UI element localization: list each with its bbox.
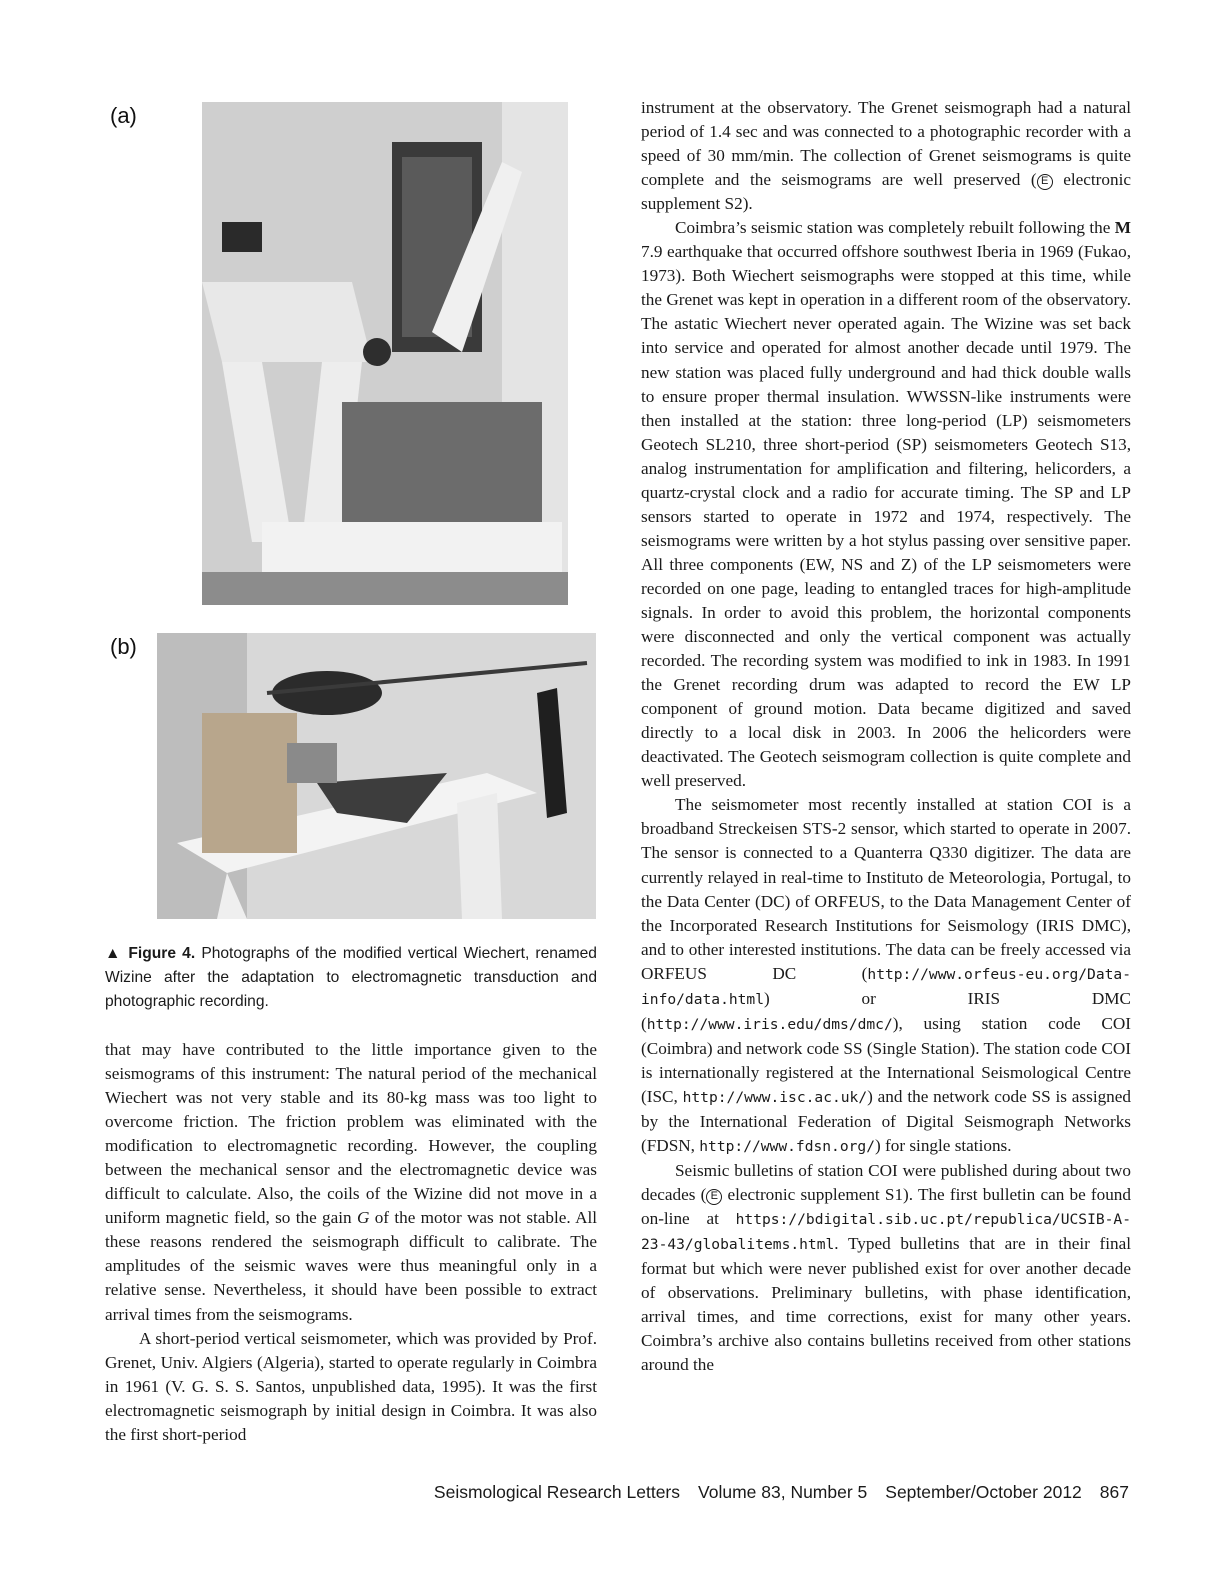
right-paragraph-3-c: ), using station code COI (Coimbra) and network code SS (Single Station). The station code COI is internationally registered at the International Seismological Centre (ISC, (641, 1013, 1131, 1106)
right-paragraph-4 (641, 1159, 1131, 1377)
figure-caption (105, 942, 597, 1014)
gain-variable: G (356, 1208, 370, 1228)
right-paragraph-3-b: ) or IRIS DMC ( (641, 988, 1131, 1033)
right-paragraph-3-d: ) and the network code SS is assigned by the International Federation of Digital Seismograph Networks (FDSN, (641, 1086, 1131, 1156)
electronic-supplement-icon-2: E (706, 1189, 722, 1205)
panel-b-label: (b) (110, 634, 137, 659)
left-paragraph-2: A short-period vertical seismometer, which was provided by Prof. Grenet, Univ. Algiers (Algeria), started to operate regularly in Coimbra in 1961 (V. G. S. S. Santos, unpublished data, 1995). It was the first electromagnetic seismograph by initial design in Coimbra. It was also the first short-period (105, 1328, 597, 1444)
photo-a-illustration (202, 102, 568, 605)
right-paragraph-1-end: electronic supplement S2). (641, 170, 1132, 214)
magnitude-symbol: M (1114, 218, 1131, 238)
right-paragraph-2-text: 7.9 earthquake that occurred offshore southwest Iberia in 1969 (Fukao, 1973). Both Wiechert seismographs were stopped at this time, while the Grenet was kept in operation in a different room of the observatory. The astatic Wiechert never operated again. The Wizine was set back into service and operated for almost another decade until 1979. The new station was placed fully underground and had thick double walls to ensure proper thermal insulation. WWSSN-like instruments were then installed at the station: three long-period (LP) seismometers Geotech SL210, three short-period (SP) seismometers Geotech S13, analog instrumentation for amplification and filtering, helicorders, a quartz-crystal clock and a radio for accurate timing. The SP and LP sensors started to operate in 1972 and 1974, respectively. The seismograms were written by a hot stylus passing over sensitive paper. All three components (EW, NS and Z) of the LP seismometers were recorded on one page, leading to entangled traces for high-amplitude signals. In order to avoid this problem, the horizontal components were disconnected and only the vertical component was actually recorded. The recording system was modified to ink in 1983. In 1991 the Grenet recording drum was adapted to record the EW LP component of ground motion. Data became digitized and saved directly to a local disk in 2003. In 2006 the helicorders were deactivated. The Geotech seismogram collection is quite complete and well preserved. (641, 242, 1131, 791)
footer-journal: Seismological Research Letters (433, 1482, 681, 1502)
isc-link[interactable]: http://www.isc.ac.uk/ (682, 1088, 868, 1106)
footer-volume: Volume 83, Number 5 (698, 1482, 868, 1502)
figure-caption-label: ▲ Figure 4. (105, 945, 196, 962)
photo-a (202, 102, 568, 605)
footer-date: September/October 2012 (885, 1482, 1082, 1502)
left-column (105, 1038, 597, 1447)
page-footer (434, 1482, 1129, 1503)
photo-b (157, 633, 596, 919)
orfeus-link[interactable]: http://www.orfeus-eu.org/Data-info/data.html (641, 965, 1131, 1008)
right-paragraph-1 (641, 96, 1131, 216)
fdsn-link[interactable]: http://www.fdsn.org/ (699, 1138, 875, 1156)
right-paragraph-2-start: Coimbra’s seismic station was completely rebuilt following the (675, 218, 1111, 238)
right-paragraph-2 (641, 216, 1131, 793)
right-paragraph-4-c: . Typed bulletins that are in their final format but which were never published exist for over another decade of observations. Preliminary bulletins, with phase identification, arrival times, and time corrections, exist for many other years. Coimbra’s archive also contains bulletins received from other stations around the (641, 1234, 1131, 1375)
photo-b-illustration (157, 633, 596, 919)
left-paragraph-1-text: that may have contributed to the little importance given to the seismograms of this instrument: The natural period of the mechanical Wiechert was not very stable and its 80-kg mass was too light to overcome friction. The friction problem was eliminated with the modification to electromagnetic recording. However, the coupling between the mechanical sensor and the electromagnetic device was difficult to calculate. Also, the coils of the Wizine did not move in a uniform magnetic field, so the gain (105, 1040, 597, 1228)
bulletin-link[interactable]: https://bdigital.sib.uc.pt/republica/UCSIB-A-23-43/globalitems.html (641, 1211, 1132, 1254)
right-paragraph-1-text: instrument at the observatory. The Grenet seismograph had a natural period of 1.4 sec and was connected to a photographic recorder with a speed of 30 mm/min. The collection of Grenet seismograms is quite complete and the seismograms are well preserved ( (641, 98, 1131, 190)
panel-a-label: (a) (110, 103, 137, 128)
right-column (641, 96, 1131, 1377)
right-paragraph-4-a: Seismic bulletins of station COI were published during about two decades ( (641, 1161, 1131, 1205)
footer-page-number: 867 (1099, 1482, 1129, 1502)
figure-caption-text: Photographs of the modified vertical Wiechert, renamed Wizine after the adaptation to electromagnetic transduction and photographic recording. (105, 945, 597, 1010)
right-paragraph-3-a: The seismometer most recently installed at station COI is a broadband Streckeisen STS-2 sensor, which started to operate in 2007. The sensor is connected to a Quanterra Q330 digitizer. The data are currently relayed in real-time to Instituto de Meteorologia, Portugal, to the Data Center (DC) of ORFEUS, to the Data Management Center of the Incorporated Research Institutions for Seismology (IRIS DMC), and to other interested institutions. The data can be freely accessed via ORFEUS DC ( (641, 795, 1131, 983)
right-paragraph-3-e: ) for single stations. (875, 1136, 1012, 1156)
right-paragraph-3 (641, 793, 1131, 1159)
iris-link[interactable]: http://www.iris.edu/dms/dmc/ (646, 1015, 893, 1033)
left-paragraph-1 (105, 1038, 597, 1327)
electronic-supplement-icon: E (1037, 174, 1053, 190)
left-paragraph-1-end: of the motor was not stable. All these reasons rendered the seismograph difficult to calibrate. The amplitudes of the seismic waves were thus meaningful only in a relative sense. Nevertheless, it should have been possible to extract arrival times from the seismograms. (105, 1208, 598, 1324)
right-paragraph-4-b: electronic supplement S1). The first bulletin can be found on-line at (641, 1185, 1131, 1229)
